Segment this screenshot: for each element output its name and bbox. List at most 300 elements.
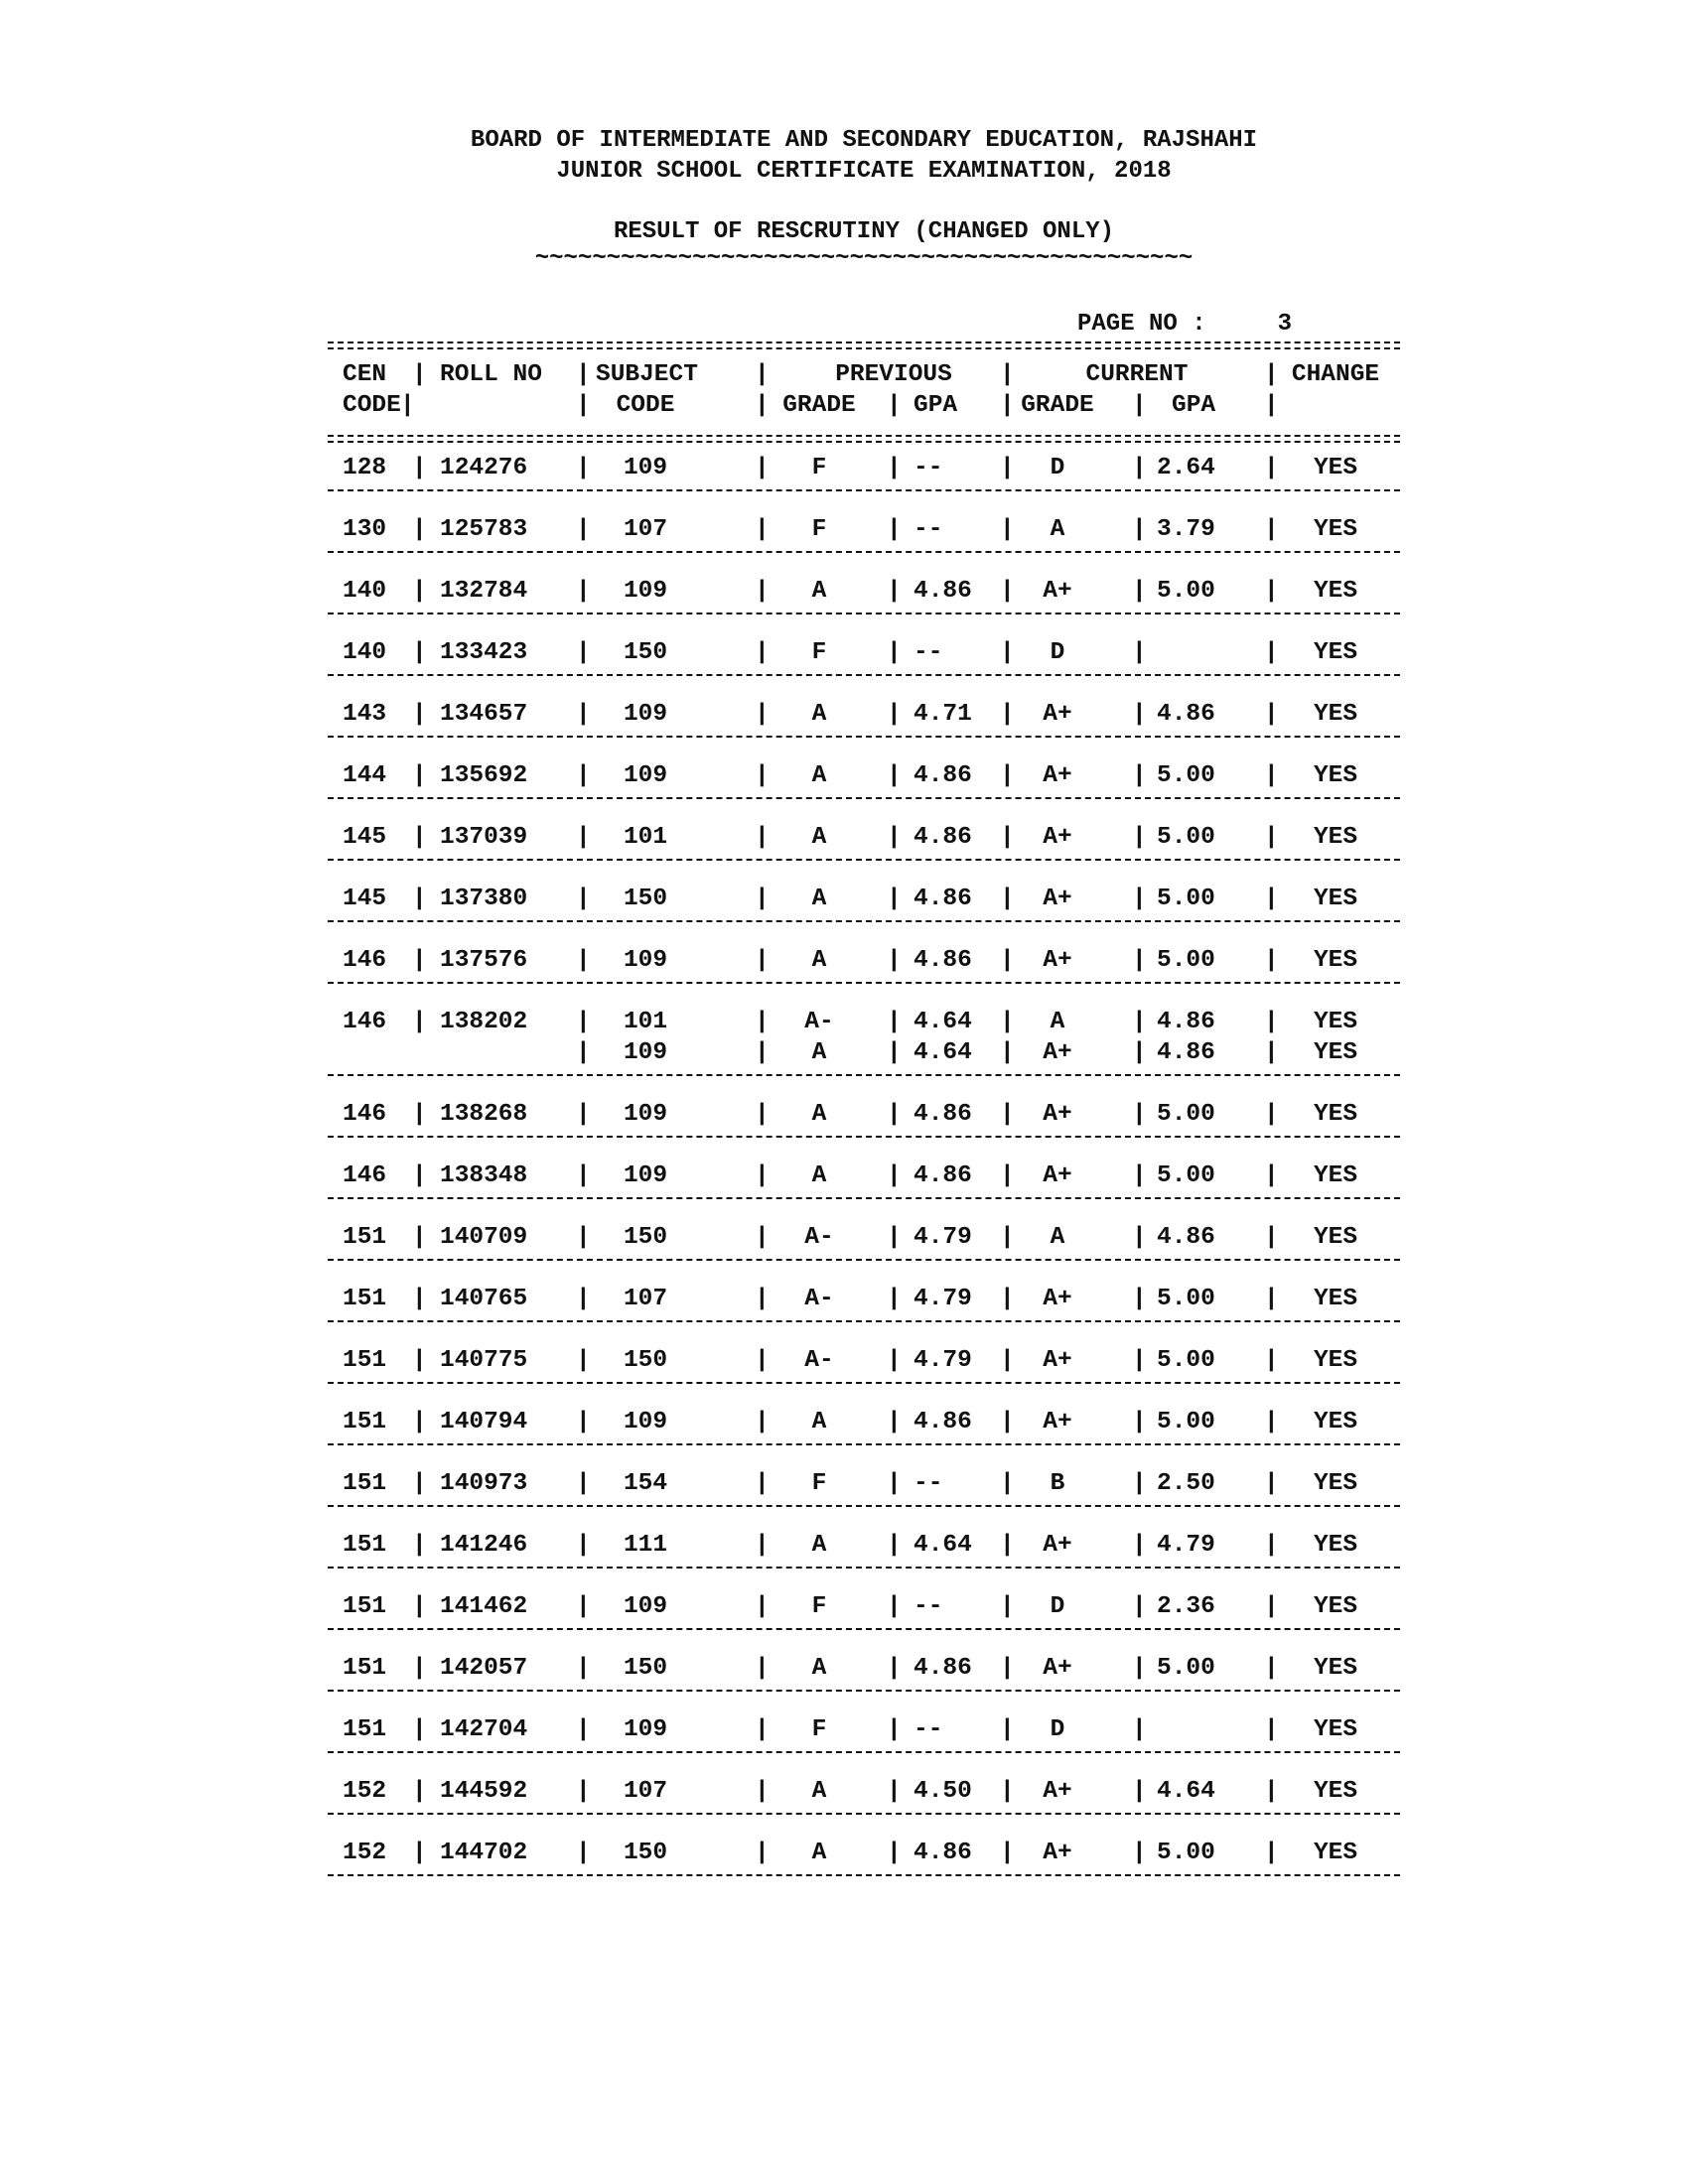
column-separator: | [1000, 516, 1015, 543]
table-row [328, 699, 1400, 730]
table-row [328, 1653, 1400, 1684]
cell-previous-grade: A [811, 947, 827, 974]
cell-roll-no: 140794 [440, 1409, 528, 1435]
cell-current-grade: A+ [1043, 1286, 1072, 1312]
row-divider [328, 1751, 1400, 1753]
col-current: CURRENT [1085, 361, 1189, 388]
cell-cen-code: 140 [343, 639, 387, 666]
column-separator: | [412, 824, 427, 851]
table-row [328, 945, 1400, 976]
column-separator: | [576, 1009, 591, 1035]
column-separator: | [755, 1039, 770, 1066]
page-number-line [1077, 309, 1292, 340]
cell-current-gpa: 4.86 [1157, 1039, 1215, 1066]
column-separator: | [576, 1716, 591, 1743]
column-separator: | [1000, 1224, 1015, 1251]
column-separator: | [887, 1009, 902, 1035]
cell-roll-no: 134657 [440, 701, 528, 728]
column-separator: | [1132, 1162, 1147, 1189]
cell-cen-code: 140 [343, 578, 387, 605]
column-separator: | [1000, 1716, 1015, 1743]
column-separator: | [576, 639, 591, 666]
cell-current-gpa: 5.00 [1157, 762, 1215, 789]
cell-change: YES [1313, 947, 1358, 974]
cell-current-gpa: 4.86 [1157, 1009, 1215, 1035]
cell-current-gpa: 5.00 [1157, 578, 1215, 605]
cell-subject-code: 109 [623, 1593, 668, 1620]
column-separator: | [1264, 455, 1279, 481]
column-separator: | [755, 1532, 770, 1559]
cell-current-grade: A+ [1043, 701, 1072, 728]
cell-cen-code: 146 [343, 1009, 387, 1035]
column-separator: | [1264, 701, 1279, 728]
cell-change: YES [1313, 516, 1358, 543]
cell-cen-code: 151 [343, 1224, 387, 1251]
page-number: 3 [1277, 311, 1293, 338]
cell-previous-grade: A [811, 1039, 827, 1066]
table-row [328, 1160, 1400, 1191]
cell-previous-gpa: 4.86 [914, 947, 972, 974]
cell-roll-no: 140973 [440, 1470, 528, 1497]
cell-previous-gpa: 4.86 [914, 1655, 972, 1682]
cell-cen-code: 151 [343, 1655, 387, 1682]
column-separator: | [412, 1716, 427, 1743]
column-separator: | [1000, 762, 1015, 789]
column-separator: | [1264, 639, 1279, 666]
row-divider [328, 1136, 1400, 1138]
col-current-grade: GRADE [1021, 392, 1094, 419]
cell-current-gpa: 4.86 [1157, 701, 1215, 728]
column-separator: | [1264, 1009, 1279, 1035]
cell-current-grade: A [1050, 516, 1065, 543]
column-separator: | [755, 392, 770, 419]
cell-cen-code: 146 [343, 947, 387, 974]
column-separator: | [412, 455, 427, 481]
row-divider [328, 920, 1400, 922]
cell-current-grade: A+ [1043, 824, 1072, 851]
cell-current-grade: A+ [1043, 1347, 1072, 1374]
column-separator: | [576, 1409, 591, 1435]
cell-roll-no: 141246 [440, 1532, 528, 1559]
column-separator: | [755, 701, 770, 728]
cell-change: YES [1313, 1409, 1358, 1435]
cell-cen-code: 151 [343, 1716, 387, 1743]
cell-roll-no: 125783 [440, 516, 528, 543]
row-divider [328, 1690, 1400, 1692]
cell-previous-gpa: 4.86 [914, 1101, 972, 1128]
cell-change: YES [1313, 455, 1358, 481]
result-title: RESULT OF RESCRUTINY (CHANGED ONLY) [613, 218, 1115, 245]
cell-current-gpa: 5.00 [1157, 1840, 1215, 1866]
table-row [328, 760, 1400, 791]
column-separator: | [887, 1039, 902, 1066]
cell-cen-code: 151 [343, 1409, 387, 1435]
column-separator: | [1264, 1347, 1279, 1374]
column-separator: | [1000, 1039, 1015, 1066]
cell-previous-grade: A- [804, 1347, 834, 1374]
column-separator: | [887, 639, 902, 666]
column-separator: | [887, 1532, 902, 1559]
cell-change: YES [1313, 701, 1358, 728]
column-separator: | [755, 824, 770, 851]
column-separator: | [1000, 1470, 1015, 1497]
cell-cen-code: 151 [343, 1286, 387, 1312]
cell-cen-code: 151 [343, 1347, 387, 1374]
column-separator: | [887, 516, 902, 543]
cell-cen-code: 128 [343, 455, 387, 481]
column-separator: | [755, 1840, 770, 1866]
column-separator: | [887, 762, 902, 789]
cell-subject-code: 150 [623, 639, 668, 666]
table-row [328, 1468, 1400, 1499]
column-separator: | [1000, 1655, 1015, 1682]
column-separator: | [1132, 1224, 1147, 1251]
column-separator: | [755, 1009, 770, 1035]
cell-change: YES [1313, 1009, 1358, 1035]
cell-cen-code: 146 [343, 1101, 387, 1128]
column-separator: | [755, 1224, 770, 1251]
column-separator: | [412, 1778, 427, 1805]
cell-roll-no: 124276 [440, 455, 528, 481]
cell-cen-code: 151 [343, 1593, 387, 1620]
column-separator: | [887, 1593, 902, 1620]
cell-current-gpa: 2.36 [1157, 1593, 1215, 1620]
cell-current-grade: A+ [1043, 1655, 1072, 1682]
column-separator: | [1000, 1532, 1015, 1559]
cell-roll-no: 141462 [440, 1593, 528, 1620]
cell-current-grade: D [1050, 1716, 1065, 1743]
column-separator: | [1132, 516, 1147, 543]
cell-subject-code: 109 [623, 578, 668, 605]
cell-current-grade: A+ [1043, 1101, 1072, 1128]
row-divider [328, 1259, 1400, 1261]
cell-change: YES [1313, 1286, 1358, 1312]
row-divider [328, 736, 1400, 738]
cell-subject-code: 107 [623, 1778, 668, 1805]
cell-previous-grade: A [811, 762, 827, 789]
cell-current-gpa: 4.64 [1157, 1778, 1215, 1805]
table-row [328, 1714, 1400, 1745]
column-separator: | [1132, 639, 1147, 666]
double-rule [328, 435, 1400, 443]
column-separator: | [887, 1162, 902, 1189]
column-separator: | [887, 1286, 902, 1312]
column-separator: | [412, 1347, 427, 1374]
cell-current-gpa: 5.00 [1157, 947, 1215, 974]
column-separator: | [755, 1347, 770, 1374]
row-divider [328, 674, 1400, 676]
table-row [328, 822, 1400, 853]
table-row [328, 576, 1400, 607]
row-divider [328, 1813, 1400, 1815]
column-separator: | [755, 639, 770, 666]
column-separator: | [887, 1224, 902, 1251]
row-divider [328, 1505, 1400, 1507]
cell-previous-grade: A [811, 886, 827, 912]
column-separator: | [755, 1162, 770, 1189]
column-separator: | [412, 1009, 427, 1035]
cell-current-grade: D [1050, 455, 1065, 481]
column-separator: | [412, 639, 427, 666]
table-row [328, 453, 1400, 483]
cell-subject-code: 150 [623, 886, 668, 912]
column-separator: | [755, 1470, 770, 1497]
cell-roll-no: 140709 [440, 1224, 528, 1251]
column-separator: | [1132, 1655, 1147, 1682]
row-divider [328, 859, 1400, 861]
column-separator: | [755, 762, 770, 789]
cell-change: YES [1313, 1347, 1358, 1374]
cell-subject-code: 101 [623, 824, 668, 851]
column-separator: | [1000, 701, 1015, 728]
cell-cen-code: 152 [343, 1840, 387, 1866]
row-divider [328, 613, 1400, 614]
cell-previous-grade: A- [804, 1009, 834, 1035]
column-separator: | [755, 947, 770, 974]
column-separator: | [755, 1655, 770, 1682]
col-subject-code: CODE [616, 392, 675, 419]
column-separator: | [1132, 1716, 1147, 1743]
cell-roll-no: 132784 [440, 578, 528, 605]
column-separator: | [1000, 639, 1015, 666]
column-separator: | [1132, 762, 1147, 789]
cell-cen-code: 143 [343, 701, 387, 728]
cell-subject-code: 107 [623, 516, 668, 543]
header-row-1 [328, 359, 1400, 390]
cell-change: YES [1313, 762, 1358, 789]
col-change: CHANGE [1291, 361, 1380, 388]
column-separator: | [1264, 1162, 1279, 1189]
cell-current-grade: D [1050, 639, 1065, 666]
cell-change: YES [1313, 1470, 1358, 1497]
col-previous-grade: GRADE [782, 392, 856, 419]
cell-previous-gpa: 4.86 [914, 824, 972, 851]
column-separator: | [1132, 1347, 1147, 1374]
column-separator: | [887, 1716, 902, 1743]
title-underline: ~~~~~~~~~~~~~~~~~~~~~~~~~~~~~~~~~~~~~~~~~~~~~~ [534, 245, 1194, 272]
row-divider [328, 489, 1400, 491]
column-separator: | [412, 1101, 427, 1128]
column-separator: | [1132, 1039, 1147, 1066]
cell-previous-grade: A [811, 1778, 827, 1805]
cell-roll-no: 137039 [440, 824, 528, 851]
cell-roll-no: 137380 [440, 886, 528, 912]
cell-current-gpa: 5.00 [1157, 1286, 1215, 1312]
column-separator: | [1132, 578, 1147, 605]
column-separator: | [412, 1840, 427, 1866]
cell-cen-code: 146 [343, 1162, 387, 1189]
column-separator: | [1000, 1009, 1015, 1035]
cell-subject-code: 107 [623, 1286, 668, 1312]
column-separator: | [755, 455, 770, 481]
column-separator: | [887, 455, 902, 481]
column-separator: | [576, 361, 591, 388]
cell-current-gpa: 5.00 [1157, 886, 1215, 912]
cell-previous-gpa: -- [914, 455, 943, 481]
column-separator: | [576, 947, 591, 974]
column-separator: | [412, 1655, 427, 1682]
cell-change: YES [1313, 1224, 1358, 1251]
cell-roll-no: 140775 [440, 1347, 528, 1374]
column-separator: | [755, 1593, 770, 1620]
cell-subject-code: 109 [623, 701, 668, 728]
column-separator: | [412, 701, 427, 728]
cell-previous-grade: F [811, 1716, 827, 1743]
column-separator: | [576, 1470, 591, 1497]
column-separator: | [576, 1840, 591, 1866]
col-subject: SUBJECT [596, 361, 698, 388]
row-divider [328, 797, 1400, 799]
column-separator: | [1132, 1286, 1147, 1312]
column-separator: | [1264, 1655, 1279, 1682]
cell-previous-grade: F [811, 639, 827, 666]
cell-previous-grade: A [811, 1101, 827, 1128]
column-separator: | [755, 578, 770, 605]
column-separator: | [412, 1162, 427, 1189]
cell-roll-no: 144592 [440, 1778, 528, 1805]
column-separator: | [1264, 361, 1279, 388]
column-separator: | [576, 578, 591, 605]
cell-previous-grade: F [811, 455, 827, 481]
cell-previous-gpa: 4.79 [914, 1286, 972, 1312]
cell-current-grade: A [1050, 1224, 1065, 1251]
cell-previous-grade: F [811, 516, 827, 543]
cell-current-grade: A+ [1043, 1162, 1072, 1189]
table-row [328, 1407, 1400, 1437]
cell-previous-gpa: -- [914, 1593, 943, 1620]
header-row-2 [328, 390, 1400, 421]
cell-previous-grade: A [811, 824, 827, 851]
cell-roll-no: 142057 [440, 1655, 528, 1682]
cell-previous-grade: F [811, 1470, 827, 1497]
cell-current-grade: A+ [1043, 1840, 1072, 1866]
column-separator: | [755, 1409, 770, 1435]
cell-previous-grade: A [811, 1162, 827, 1189]
cell-change: YES [1313, 1840, 1358, 1866]
column-separator: | [1000, 455, 1015, 481]
table-row [328, 1838, 1400, 1868]
row-divider [328, 1874, 1400, 1876]
column-separator: | [1000, 1778, 1015, 1805]
cell-subject-code: 109 [623, 947, 668, 974]
column-separator: | [1000, 1593, 1015, 1620]
column-separator: | [576, 886, 591, 912]
col-previous-gpa: GPA [914, 392, 958, 419]
column-separator: | [1264, 824, 1279, 851]
cell-previous-grade: F [811, 1593, 827, 1620]
cell-previous-gpa: 4.86 [914, 1409, 972, 1435]
exam-title: JUNIOR SCHOOL CERTIFICATE EXAMINATION, 2018 [556, 158, 1172, 185]
column-separator: | [412, 886, 427, 912]
cell-subject-code: 109 [623, 455, 668, 481]
cell-previous-grade: A- [804, 1224, 834, 1251]
cell-subject-code: 101 [623, 1009, 668, 1035]
cell-subject-code: 109 [623, 1409, 668, 1435]
cell-previous-grade: A [811, 1840, 827, 1866]
column-separator: | [887, 1778, 902, 1805]
cell-current-gpa: 5.00 [1157, 824, 1215, 851]
column-separator: | [887, 824, 902, 851]
column-separator: | [1132, 1009, 1147, 1035]
col-roll: ROLL NO [440, 361, 542, 388]
row-divider [328, 551, 1400, 553]
cell-cen-code: 151 [343, 1470, 387, 1497]
cell-change: YES [1313, 1162, 1358, 1189]
column-separator: | [576, 701, 591, 728]
table-row [328, 1037, 1400, 1068]
cell-cen-code: 151 [343, 1532, 387, 1559]
cell-current-gpa: 5.00 [1157, 1162, 1215, 1189]
column-separator: | [1000, 1286, 1015, 1312]
table-row [328, 1591, 1400, 1622]
cell-previous-gpa: 4.64 [914, 1039, 972, 1066]
cell-change: YES [1313, 824, 1358, 851]
cell-current-gpa: 3.79 [1157, 516, 1215, 543]
cell-previous-gpa: 4.71 [914, 701, 972, 728]
column-separator: | [576, 824, 591, 851]
cell-change: YES [1313, 639, 1358, 666]
cell-cen-code: 130 [343, 516, 387, 543]
column-separator: | [887, 701, 902, 728]
page-label: PAGE NO : [1077, 311, 1206, 338]
cell-current-gpa: 2.50 [1157, 1470, 1215, 1497]
cell-roll-no: 138348 [440, 1162, 528, 1189]
cell-roll-no: 140765 [440, 1286, 528, 1312]
cell-current-gpa: 2.64 [1157, 455, 1215, 481]
column-separator: | [412, 578, 427, 605]
cell-previous-grade: A [811, 1532, 827, 1559]
col-cen: CEN [343, 361, 387, 388]
column-separator: | [1000, 1162, 1015, 1189]
cell-change: YES [1313, 1655, 1358, 1682]
row-divider [328, 1567, 1400, 1569]
cell-change: YES [1313, 1593, 1358, 1620]
column-separator: | [412, 516, 427, 543]
column-separator: | [576, 1101, 591, 1128]
cell-roll-no: 144702 [440, 1840, 528, 1866]
column-separator: | [412, 1409, 427, 1435]
column-separator: | [576, 392, 591, 419]
cell-subject-code: 111 [623, 1532, 668, 1559]
column-separator: | [755, 1286, 770, 1312]
table-row [328, 1007, 1400, 1037]
column-separator: | [1264, 1039, 1279, 1066]
column-separator: | [1264, 1593, 1279, 1620]
cell-previous-gpa: -- [914, 1716, 943, 1743]
cell-roll-no: 138268 [440, 1101, 528, 1128]
row-divider [328, 1197, 1400, 1199]
column-separator: | [1000, 1409, 1015, 1435]
double-rule [328, 341, 1400, 349]
column-separator: | [576, 1162, 591, 1189]
column-separator: | [1000, 578, 1015, 605]
column-separator: | [887, 1840, 902, 1866]
cell-current-grade: A+ [1043, 1532, 1072, 1559]
cell-current-gpa: 5.00 [1157, 1101, 1215, 1128]
column-separator: | [887, 578, 902, 605]
column-separator: | [400, 392, 415, 419]
column-separator: | [1132, 1840, 1147, 1866]
table-row [328, 1776, 1400, 1807]
cell-previous-gpa: -- [914, 1470, 943, 1497]
cell-change: YES [1313, 1532, 1358, 1559]
cell-roll-no: 142704 [440, 1716, 528, 1743]
cell-subject-code: 154 [623, 1470, 668, 1497]
column-separator: | [1264, 1716, 1279, 1743]
table-row [328, 1345, 1400, 1376]
cell-current-gpa: 5.00 [1157, 1409, 1215, 1435]
cell-current-grade: A [1050, 1009, 1065, 1035]
